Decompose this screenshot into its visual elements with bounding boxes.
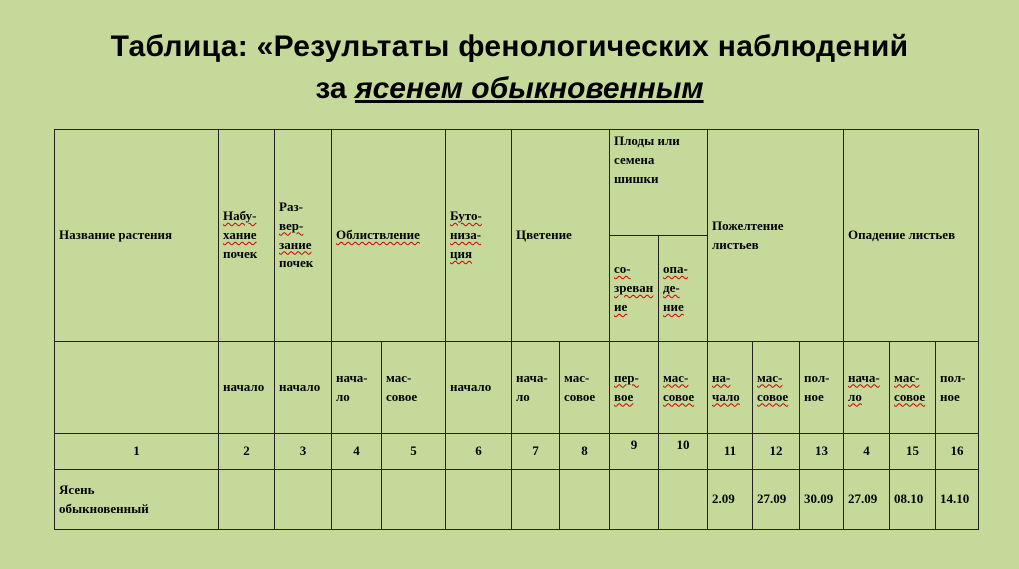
column-number: 6 [446, 434, 512, 470]
table-cell [560, 470, 610, 530]
table-cell [659, 470, 708, 530]
column-number: 3 [275, 434, 332, 470]
header-plody: Плоды или семена шишки [610, 130, 708, 236]
table-cell [610, 470, 659, 530]
header-butonizatsiya: Буто- низа- ция [446, 130, 512, 342]
subheader-c13: пол- ное [800, 342, 844, 434]
subheader-empty [55, 342, 219, 434]
subheader-c7: нача- ло [512, 342, 560, 434]
column-number: 13 [800, 434, 844, 470]
table-cell: 27.09 [753, 470, 800, 530]
subheader-c11: на- чало [708, 342, 753, 434]
phenology-table [54, 129, 979, 530]
table-cell: 27.09 [844, 470, 890, 530]
table-cell [512, 470, 560, 530]
column-number: 2 [219, 434, 275, 470]
column-number: 8 [560, 434, 610, 470]
header-oblistvlenie: Облиствление [332, 130, 446, 342]
header-plant-name: Название растения [55, 130, 219, 342]
column-number: 1 [55, 434, 219, 470]
table-cell: 2.09 [708, 470, 753, 530]
subheader-c9: пер- вое [610, 342, 659, 434]
title-prefix: за [315, 72, 355, 105]
slide-title-line-1: Таблица: «Результаты фенологических наблюдений [110, 30, 909, 63]
subheader-c4: нача- ло [332, 342, 382, 434]
column-number: 9 [610, 434, 659, 470]
table-cell: 08.10 [890, 470, 936, 530]
subheader-c15: мас- совое [890, 342, 936, 434]
header-pozheltenie: Пожелтение листьев [708, 130, 844, 342]
subheader-row [55, 342, 979, 434]
column-number-row [55, 434, 979, 470]
subheader-c10: мас- совое [659, 342, 708, 434]
subheader-c14: нача- ло [844, 342, 890, 434]
subheader-c3: начало [275, 342, 332, 434]
subheader-c12: мас- совое [753, 342, 800, 434]
table-cell: 30.09 [800, 470, 844, 530]
table-cell [275, 470, 332, 530]
column-number: 11 [708, 434, 753, 470]
table-cell [446, 470, 512, 530]
header-opadenie: опа- де- ние [659, 236, 708, 342]
column-number: 16 [936, 434, 979, 470]
title-emphasis: ясенем обыкновенным [354, 72, 704, 105]
subheader-c5: мас- совое [382, 342, 446, 434]
column-number: 7 [512, 434, 560, 470]
header-razverzanie: Раз- вер- зание почек [275, 130, 332, 342]
subheader-c6: начало [446, 342, 512, 434]
table-cell [332, 470, 382, 530]
column-number: 15 [890, 434, 936, 470]
column-number: 10 [659, 434, 708, 470]
header-opadenie-listev: Опадение листьев [844, 130, 979, 342]
slide-title-line-2 [0, 72, 1019, 106]
subheader-c16: пол- ное [936, 342, 979, 434]
header-nabukhanie: Набу- хание почек [219, 130, 275, 342]
header-tsvetenie: Цветение [512, 130, 610, 342]
column-number: 4 [332, 434, 382, 470]
row-plant-name: Ясень обыкновенный [55, 470, 219, 530]
subheader-c8: мас- совое [560, 342, 610, 434]
subheader-c2: начало [219, 342, 275, 434]
table-cell [219, 470, 275, 530]
column-number: 5 [382, 434, 446, 470]
column-number: 4 [844, 434, 890, 470]
column-number: 12 [753, 434, 800, 470]
table-row [55, 470, 979, 530]
table-cell [382, 470, 446, 530]
header-sozrevanie: со- зреван ие [610, 236, 659, 342]
table-cell: 14.10 [936, 470, 979, 530]
